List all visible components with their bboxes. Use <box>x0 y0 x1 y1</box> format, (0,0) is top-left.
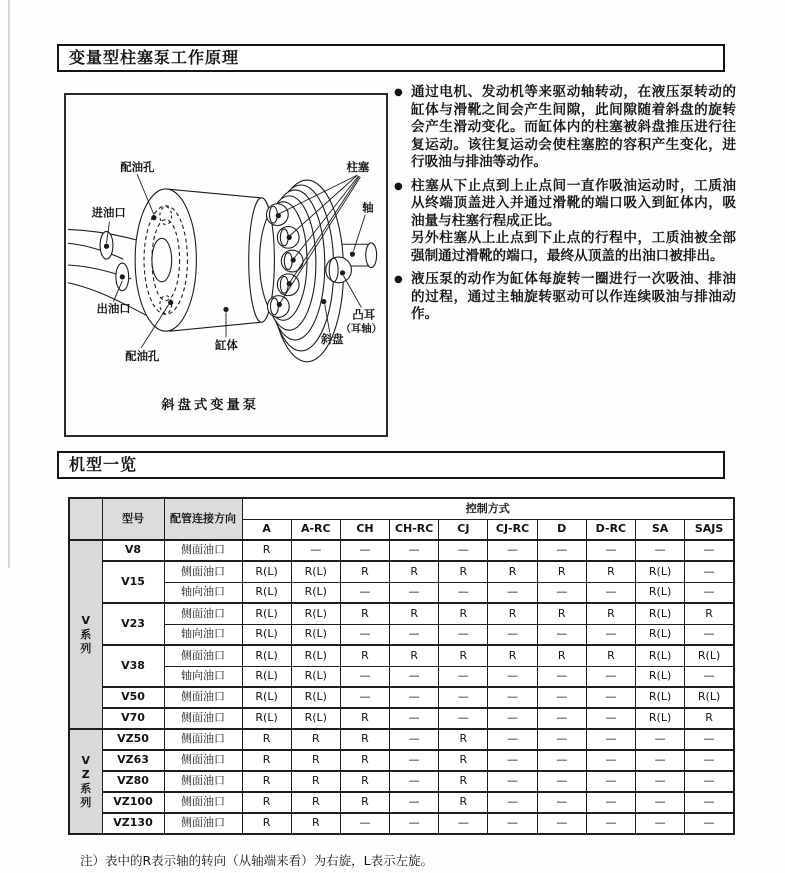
rotation-value-cell: R <box>537 603 586 624</box>
model-column-header: 型号 <box>102 498 164 540</box>
rotation-value-cell: R(L) <box>636 561 685 582</box>
principle-bullet-list <box>394 84 736 330</box>
table-row <box>69 666 734 687</box>
rotation-value-cell: R <box>340 750 389 771</box>
rotation-value-cell: — <box>537 666 586 687</box>
rotation-value-cell: — <box>390 666 439 687</box>
models-table-wrap <box>68 497 735 835</box>
rotation-value-cell: — <box>685 561 734 582</box>
series-group-cell: V Z 系 列 <box>69 729 102 834</box>
rotation-value-cell: R(L) <box>242 603 291 624</box>
models-table <box>68 497 735 835</box>
label-lug-line1: 凸耳 <box>352 307 376 322</box>
table-row <box>69 792 734 813</box>
table-footnote: 注）表中的R表示轴的转向（从轴端来看）为右旋，L表示左旋。 <box>80 853 434 868</box>
rotation-value-cell: — <box>488 750 537 771</box>
rotation-value-cell: — <box>390 729 439 750</box>
model-cell: V50 <box>102 687 164 708</box>
rotation-value-cell: — <box>685 792 734 813</box>
list-item <box>394 271 736 324</box>
rotation-value-cell: R <box>537 561 586 582</box>
rotation-value-cell: R(L) <box>685 645 734 666</box>
rotation-value-cell: — <box>636 813 685 834</box>
label-cylinder-block: 缸体 <box>215 337 238 352</box>
rotation-value-cell: — <box>586 540 635 561</box>
control-col-sa: SA <box>636 519 685 540</box>
rotation-value-cell: — <box>390 750 439 771</box>
rotation-value-cell: R <box>390 645 439 666</box>
rotation-value-cell: — <box>537 708 586 729</box>
control-col-d-rc: D-RC <box>586 519 635 540</box>
rotation-value-cell: — <box>586 582 635 603</box>
rotation-value-cell: R <box>439 645 488 666</box>
rotation-value-cell: — <box>636 792 685 813</box>
bullet-text: 液压泵的动作为缸体每旋转一圈进行一次吸油、排油的过程，通过主轴旋转驱动可以作连续吸油与排油动作。 <box>411 271 736 322</box>
rotation-value-cell: R <box>586 603 635 624</box>
rotation-value-cell: — <box>586 687 635 708</box>
rotation-value-cell: R <box>242 729 291 750</box>
rotation-value-cell: — <box>488 666 537 687</box>
model-cell: V15 <box>102 561 164 603</box>
piping-cell: 侧面油口 <box>164 708 242 729</box>
rotation-value-cell: — <box>685 582 734 603</box>
rotation-value-cell: R <box>439 771 488 792</box>
piping-cell: 侧面油口 <box>164 540 242 561</box>
rotation-value-cell: — <box>390 687 439 708</box>
label-shaft: 轴 <box>362 200 374 215</box>
rotation-value-cell: — <box>390 813 439 834</box>
piping-cell: 侧面油口 <box>164 771 242 792</box>
rotation-value-cell: — <box>586 813 635 834</box>
rotation-value-cell: — <box>636 729 685 750</box>
rotation-value-cell: — <box>636 750 685 771</box>
rotation-value-cell: — <box>586 624 635 645</box>
control-col-sajs: SAJS <box>685 519 734 540</box>
control-col-ch-rc: CH-RC <box>390 519 439 540</box>
rotation-value-cell: R <box>291 750 340 771</box>
rotation-value-cell: R <box>340 603 389 624</box>
bullet-icon: ● <box>394 87 403 98</box>
control-col-cj-rc: CJ-RC <box>488 519 537 540</box>
model-cell: V23 <box>102 603 164 645</box>
rotation-value-cell: — <box>586 792 635 813</box>
rotation-value-cell: — <box>488 540 537 561</box>
rotation-value-cell: R(L) <box>636 666 685 687</box>
rotation-value-cell: — <box>488 771 537 792</box>
rotation-value-cell: — <box>586 771 635 792</box>
rotation-value-cell: R <box>242 771 291 792</box>
rotation-value-cell: — <box>390 708 439 729</box>
rotation-value-cell: — <box>439 540 488 561</box>
table-row <box>69 708 734 729</box>
rotation-value-cell: R <box>340 771 389 792</box>
rotation-value-cell: R(L) <box>242 582 291 603</box>
table-row <box>69 603 734 624</box>
rotation-value-cell: R <box>439 729 488 750</box>
rotation-value-cell: — <box>685 666 734 687</box>
rotation-value-cell: R <box>439 561 488 582</box>
rotation-value-cell: — <box>390 771 439 792</box>
control-method-header: 控制方式 <box>242 498 734 519</box>
rotation-value-cell: R <box>291 813 340 834</box>
rotation-value-cell: — <box>685 540 734 561</box>
rotation-value-cell: R <box>439 750 488 771</box>
rotation-value-cell: — <box>390 540 439 561</box>
table-row <box>69 540 734 561</box>
label-port-plate-hole-bottom: 配油孔 <box>125 348 160 363</box>
rotation-value-cell: — <box>537 771 586 792</box>
rotation-value-cell: R <box>242 750 291 771</box>
rotation-value-cell: R(L) <box>636 645 685 666</box>
scan-artifact-line <box>8 0 10 568</box>
rotation-value-cell: — <box>340 666 389 687</box>
table-header-row <box>69 498 734 519</box>
rotation-value-cell: R(L) <box>291 645 340 666</box>
rotation-value-cell: R(L) <box>636 603 685 624</box>
rotation-value-cell: R <box>242 792 291 813</box>
piping-cell: 侧面油口 <box>164 792 242 813</box>
control-col-d: D <box>537 519 586 540</box>
rotation-value-cell: R <box>685 708 734 729</box>
rotation-value-cell: R(L) <box>636 624 685 645</box>
piping-cell: 侧面油口 <box>164 603 242 624</box>
label-swash-plate: 斜盘 <box>320 332 344 347</box>
control-col-a: A <box>242 519 291 540</box>
rotation-value-cell: R(L) <box>242 645 291 666</box>
rotation-value-cell: R <box>340 792 389 813</box>
rotation-value-cell: R <box>439 603 488 624</box>
rotation-value-cell: R <box>586 645 635 666</box>
rotation-value-cell: — <box>636 540 685 561</box>
table-row <box>69 645 734 666</box>
rotation-value-cell: — <box>291 540 340 561</box>
bullet-text: 另外柱塞从上止点到下止点的行程中，工质油被全部强制通过滑靴的端口，最终从顶盖的出油口被排出。 <box>411 230 736 264</box>
rotation-value-cell: — <box>685 750 734 771</box>
rotation-value-cell: R(L) <box>636 582 685 603</box>
control-col-ch: CH <box>340 519 389 540</box>
rotation-value-cell: R <box>340 645 389 666</box>
piping-cell: 侧面油口 <box>164 750 242 771</box>
rotation-value-cell: R <box>488 603 537 624</box>
rotation-value-cell: — <box>537 687 586 708</box>
rotation-value-cell: R <box>291 729 340 750</box>
piping-cell: 轴向油口 <box>164 624 242 645</box>
rotation-value-cell: — <box>586 666 635 687</box>
label-piston: 柱塞 <box>346 160 370 175</box>
rotation-value-cell: R <box>291 771 340 792</box>
rotation-value-cell: — <box>488 708 537 729</box>
piping-cell: 侧面油口 <box>164 645 242 666</box>
rotation-value-cell: R(L) <box>685 687 734 708</box>
rotation-value-cell: — <box>685 729 734 750</box>
rotation-value-cell: — <box>537 750 586 771</box>
table-row <box>69 750 734 771</box>
models-table-body <box>69 540 734 834</box>
rotation-value-cell: — <box>439 624 488 645</box>
bullet-icon: ● <box>394 274 403 285</box>
rotation-value-cell: — <box>439 813 488 834</box>
piping-cell: 侧面油口 <box>164 729 242 750</box>
rotation-value-cell: R(L) <box>291 687 340 708</box>
rotation-value-cell: — <box>685 813 734 834</box>
rotation-value-cell: R(L) <box>291 624 340 645</box>
corner-cell <box>69 498 102 540</box>
rotation-value-cell: — <box>340 582 389 603</box>
rotation-value-cell: R <box>390 561 439 582</box>
rotation-value-cell: — <box>488 729 537 750</box>
rotation-value-cell: R <box>439 792 488 813</box>
label-lug-line2: （耳轴） <box>340 323 383 336</box>
piping-column-header: 配管连接方向 <box>164 498 242 540</box>
rotation-value-cell: — <box>685 771 734 792</box>
rotation-value-cell: — <box>340 540 389 561</box>
rotation-value-cell: R(L) <box>291 582 340 603</box>
rotation-value-cell: — <box>537 792 586 813</box>
bullet-text: 柱塞从下止点到上止点间一直作吸油运动时，工质油从终端顶盖进入并通过滑靴的端口吸入到缸体内，吸油量与柱塞行程成正比。 <box>411 177 736 229</box>
model-cell: V38 <box>102 645 164 687</box>
diagram-caption: 斜盘式变量泵 <box>161 398 260 414</box>
pump-diagram <box>64 93 388 437</box>
rotation-value-cell: — <box>390 624 439 645</box>
model-cell: VZ63 <box>102 750 164 771</box>
rotation-value-cell: — <box>636 771 685 792</box>
rotation-value-cell: — <box>340 687 389 708</box>
piping-cell: 轴向油口 <box>164 582 242 603</box>
table-row <box>69 561 734 582</box>
rotation-value-cell: R(L) <box>291 666 340 687</box>
table-row <box>69 771 734 792</box>
cylinder-block-shape <box>135 189 260 331</box>
label-outlet-port: 出油口 <box>96 301 131 316</box>
list-item <box>394 84 736 172</box>
rotation-value-cell: R <box>340 729 389 750</box>
rotation-value-cell: R <box>488 561 537 582</box>
model-cell: VZ130 <box>102 813 164 834</box>
label-inlet-port: 进油口 <box>91 205 126 220</box>
model-cell: VZ50 <box>102 729 164 750</box>
section-title-models: 机型一览 <box>57 451 725 479</box>
piping-cell: 侧面油口 <box>164 561 242 582</box>
rotation-value-cell: — <box>488 813 537 834</box>
rotation-value-cell: R <box>586 561 635 582</box>
rotation-value-cell: R(L) <box>291 561 340 582</box>
rotation-value-cell: — <box>488 687 537 708</box>
rotation-value-cell: — <box>537 540 586 561</box>
rotation-value-cell: — <box>390 792 439 813</box>
rotation-value-cell: — <box>685 624 734 645</box>
rotation-value-cell: — <box>340 624 389 645</box>
control-col-cj: CJ <box>439 519 488 540</box>
rotation-value-cell: R <box>340 561 389 582</box>
trunnion-lug-shape <box>326 257 352 283</box>
rotation-value-cell: — <box>537 729 586 750</box>
piping-cell: 轴向油口 <box>164 666 242 687</box>
table-row <box>69 813 734 834</box>
rotation-value-cell: R <box>488 645 537 666</box>
rotation-value-cell: R <box>537 645 586 666</box>
rotation-value-cell: R(L) <box>636 687 685 708</box>
model-cell: V8 <box>102 540 164 561</box>
control-col-a-rc: A-RC <box>291 519 340 540</box>
rotation-value-cell: — <box>537 813 586 834</box>
rotation-value-cell: — <box>439 582 488 603</box>
rotation-value-cell: R(L) <box>242 708 291 729</box>
rotation-value-cell: R(L) <box>291 603 340 624</box>
rotation-value-cell: R <box>242 540 291 561</box>
rotation-value-cell: — <box>439 687 488 708</box>
series-group-cell: V 系 列 <box>69 540 102 729</box>
rotation-value-cell: R <box>685 603 734 624</box>
rotation-value-cell: R(L) <box>242 666 291 687</box>
label-port-plate-hole-top: 配油孔 <box>120 160 155 175</box>
swash-plate-pump-illustration <box>66 95 386 435</box>
rotation-value-cell: — <box>586 750 635 771</box>
rotation-value-cell: R(L) <box>242 624 291 645</box>
table-row <box>69 729 734 750</box>
model-cell: VZ100 <box>102 792 164 813</box>
rotation-value-cell: — <box>340 813 389 834</box>
rotation-value-cell: R <box>340 708 389 729</box>
rotation-value-cell: — <box>439 708 488 729</box>
rotation-value-cell: — <box>586 708 635 729</box>
rotation-value-cell: R(L) <box>242 561 291 582</box>
rotation-value-cell: — <box>488 792 537 813</box>
rotation-value-cell: — <box>488 582 537 603</box>
rotation-value-cell: — <box>537 624 586 645</box>
rotation-value-cell: — <box>586 729 635 750</box>
rotation-value-cell: R(L) <box>291 708 340 729</box>
rotation-value-cell: R <box>390 603 439 624</box>
piping-cell: 侧面油口 <box>164 687 242 708</box>
bullet-text: 通过电机、发动机等来驱动轴转动，在液压泵转动的缸体与滑靴之间会产生间隙，此间隙随着斜盘的旋转会产生滑动变化。而缸体内的柱塞被斜盘推压进行往复运动。该往复运动会使柱塞腔的容积产生变化，进行吸油与排油等动作。 <box>411 84 736 170</box>
piping-cell: 侧面油口 <box>164 813 242 834</box>
list-item <box>394 178 736 266</box>
rotation-value-cell: R(L) <box>636 708 685 729</box>
bullet-icon: ● <box>394 180 403 192</box>
model-cell: VZ80 <box>102 771 164 792</box>
table-row <box>69 624 734 645</box>
rotation-value-cell: — <box>390 582 439 603</box>
table-row <box>69 582 734 603</box>
rotation-value-cell: — <box>537 582 586 603</box>
section-title-principle: 变量型柱塞泵工作原理 <box>57 44 725 72</box>
rotation-value-cell: — <box>488 624 537 645</box>
model-cell: V70 <box>102 708 164 729</box>
rotation-value-cell: — <box>439 666 488 687</box>
rotation-value-cell: R(L) <box>242 687 291 708</box>
rotation-value-cell: R <box>291 792 340 813</box>
rotation-value-cell: R <box>242 813 291 834</box>
table-row <box>69 687 734 708</box>
